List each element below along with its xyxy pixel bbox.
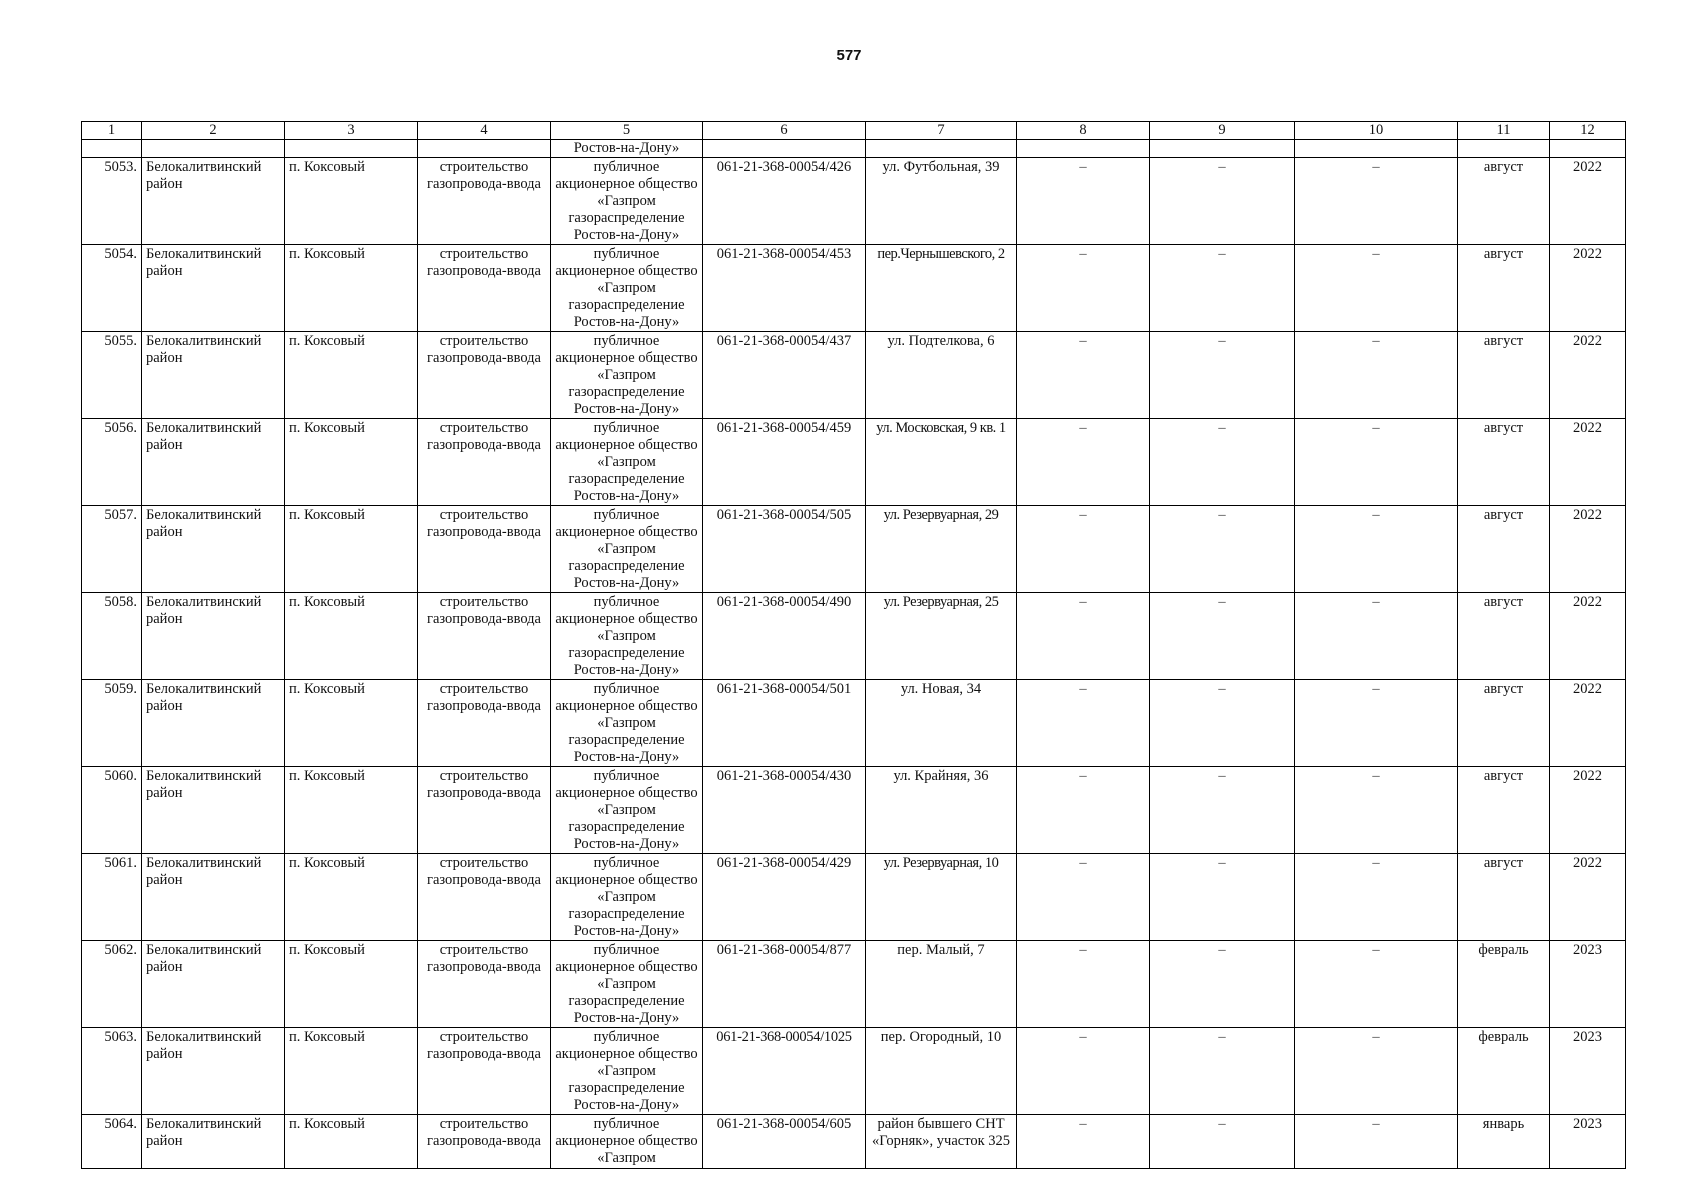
cell-month: август [1458,158,1550,245]
cell-col9: – [1150,941,1295,1028]
cell-year: 2023 [1550,1115,1626,1169]
cell-col10: – [1295,941,1458,1028]
cell-col9: – [1150,245,1295,332]
cell-col10: – [1295,245,1458,332]
cell-month: август [1458,245,1550,332]
cell-district: Белокалитвинский район [142,854,285,941]
cell-district: Белокалитвинский район [142,680,285,767]
cell-empty [142,140,285,158]
cell-organization: публичное акционерное общество «Газпром газораспределение Ростов-на-Дону» [551,332,703,419]
cell-code: 061-21-368-00054/459 [703,419,866,506]
column-header: 10 [1295,122,1458,140]
cell-settlement: п. Коксовый [285,941,418,1028]
cell-code: 061-21-368-00054/501 [703,680,866,767]
cell-address: пер. Малый, 7 [866,941,1017,1028]
column-header: 2 [142,122,285,140]
cell-year: 2022 [1550,854,1626,941]
cell-address: ул. Крайняя, 36 [866,767,1017,854]
continuation-row [82,140,1626,158]
cell-month: январь [1458,1115,1550,1169]
cell-col8: – [1017,506,1150,593]
cell-settlement: п. Коксовый [285,767,418,854]
cell-month: август [1458,419,1550,506]
cell-year: 2022 [1550,419,1626,506]
cell-district: Белокалитвинский район [142,419,285,506]
cell-month: февраль [1458,1028,1550,1115]
cell-col10: – [1295,854,1458,941]
cell-year: 2022 [1550,158,1626,245]
cell-number: 5056. [82,419,142,506]
cell-district: Белокалитвинский район [142,593,285,680]
cell-col10: – [1295,506,1458,593]
cell-col9: – [1150,1115,1295,1169]
cell-work-type: строительство газопровода-ввода [418,1115,551,1169]
cell-organization: публичное акционерное общество «Газпром газораспределение Ростов-на-Дону» [551,158,703,245]
cell-settlement: п. Коксовый [285,332,418,419]
cell-organization: публичное акционерное общество «Газпром газораспределение Ростов-на-Дону» [551,245,703,332]
cell-number: 5061. [82,854,142,941]
cell-col8: – [1017,245,1150,332]
cell-settlement: п. Коксовый [285,419,418,506]
table-row [82,1115,1626,1169]
header-row [82,122,1626,140]
cell-work-type: строительство газопровода-ввода [418,767,551,854]
cell-month: февраль [1458,941,1550,1028]
cell-empty [1017,140,1150,158]
cell-code: 061-21-368-00054/877 [703,941,866,1028]
cell-code: 061-21-368-00054/490 [703,593,866,680]
cell-address: ул. Подтелкова, 6 [866,332,1017,419]
cell-col10: – [1295,158,1458,245]
cell-district: Белокалитвинский район [142,767,285,854]
cell-empty [82,140,142,158]
table-row [82,158,1626,245]
cell-code: 061-21-368-00054/605 [703,1115,866,1169]
cell-code: 061-21-368-00054/429 [703,854,866,941]
cell-month: август [1458,593,1550,680]
cell-col10: – [1295,680,1458,767]
cell-col8: – [1017,332,1150,419]
table-row [82,854,1626,941]
cell-org-continuation: Ростов-на-Дону» [551,140,703,158]
cell-number: 5053. [82,158,142,245]
cell-work-type: строительство газопровода-ввода [418,680,551,767]
cell-col10: – [1295,1028,1458,1115]
cell-col8: – [1017,158,1150,245]
cell-col10: – [1295,332,1458,419]
cell-organization: публичное акционерное общество «Газпром газораспределение Ростов-на-Дону» [551,767,703,854]
cell-work-type: строительство газопровода-ввода [418,941,551,1028]
cell-settlement: п. Коксовый [285,854,418,941]
cell-empty [1295,140,1458,158]
cell-district: Белокалитвинский район [142,245,285,332]
cell-year: 2022 [1550,593,1626,680]
cell-organization: публичное акционерное общество «Газпром газораспределение Ростов-на-Дону» [551,854,703,941]
cell-col10: – [1295,593,1458,680]
cell-year: 2022 [1550,506,1626,593]
column-header: 1 [82,122,142,140]
cell-col10: – [1295,767,1458,854]
cell-month: август [1458,506,1550,593]
cell-year: 2022 [1550,767,1626,854]
cell-number: 5058. [82,593,142,680]
cell-col9: – [1150,158,1295,245]
cell-district: Белокалитвинский район [142,1115,285,1169]
column-header: 6 [703,122,866,140]
cell-district: Белокалитвинский район [142,506,285,593]
cell-number: 5063. [82,1028,142,1115]
table-row [82,419,1626,506]
cell-organization: публичное акционерное общество «Газпром газораспределение Ростов-на-Дону» [551,1028,703,1115]
cell-settlement: п. Коксовый [285,593,418,680]
cell-empty [418,140,551,158]
cell-empty [1550,140,1626,158]
cell-address: ул. Резервуарная, 25 [866,593,1017,680]
cell-year: 2023 [1550,1028,1626,1115]
cell-col8: – [1017,419,1150,506]
cell-number: 5055. [82,332,142,419]
table-row [82,767,1626,854]
cell-year: 2022 [1550,245,1626,332]
cell-month: август [1458,854,1550,941]
registry-table [81,121,1626,1169]
column-header: 5 [551,122,703,140]
cell-settlement: п. Коксовый [285,245,418,332]
cell-code: 061-21-368-00054/430 [703,767,866,854]
cell-col9: – [1150,419,1295,506]
page-number: 577 [836,47,862,64]
table-row [82,245,1626,332]
cell-organization: публичное акционерное общество «Газпром газораспределение Ростов-на-Дону» [551,419,703,506]
cell-number: 5054. [82,245,142,332]
cell-organization: публичное акционерное общество «Газпром газораспределение Ростов-на-Дону» [551,680,703,767]
cell-organization: публичное акционерное общество «Газпром газораспределение Ростов-на-Дону» [551,506,703,593]
cell-year: 2022 [1550,680,1626,767]
cell-col9: – [1150,767,1295,854]
cell-work-type: строительство газопровода-ввода [418,1028,551,1115]
cell-col8: – [1017,680,1150,767]
cell-col8: – [1017,1028,1150,1115]
cell-col8: – [1017,854,1150,941]
cell-col9: – [1150,506,1295,593]
cell-col9: – [1150,593,1295,680]
cell-col9: – [1150,854,1295,941]
table-row [82,941,1626,1028]
cell-number: 5064. [82,1115,142,1169]
cell-district: Белокалитвинский район [142,941,285,1028]
cell-work-type: строительство газопровода-ввода [418,245,551,332]
cell-number: 5060. [82,767,142,854]
table-row [82,680,1626,767]
cell-settlement: п. Коксовый [285,158,418,245]
cell-col8: – [1017,941,1150,1028]
column-header: 8 [1017,122,1150,140]
column-header: 12 [1550,122,1626,140]
cell-number: 5057. [82,506,142,593]
cell-col8: – [1017,767,1150,854]
cell-year: 2023 [1550,941,1626,1028]
table-row [82,506,1626,593]
cell-col9: – [1150,332,1295,419]
table-row [82,1028,1626,1115]
column-header: 11 [1458,122,1550,140]
column-header: 9 [1150,122,1295,140]
cell-work-type: строительство газопровода-ввода [418,332,551,419]
cell-settlement: п. Коксовый [285,1115,418,1169]
table-row [82,332,1626,419]
cell-address: ул. Резервуарная, 10 [866,854,1017,941]
cell-code: 061-21-368-00054/426 [703,158,866,245]
cell-district: Белокалитвинский район [142,332,285,419]
cell-address: ул. Футбольная, 39 [866,158,1017,245]
cell-col8: – [1017,593,1150,680]
cell-organization: публичное акционерное общество «Газпром газораспределение Ростов-на-Дону» [551,941,703,1028]
cell-empty [866,140,1017,158]
cell-col9: – [1150,680,1295,767]
cell-code: 061-21-368-00054/453 [703,245,866,332]
cell-settlement: п. Коксовый [285,506,418,593]
cell-address: ул. Новая, 34 [866,680,1017,767]
cell-code: 061-21-368-00054/1025 [703,1028,866,1115]
cell-col10: – [1295,1115,1458,1169]
cell-district: Белокалитвинский район [142,158,285,245]
cell-empty [1150,140,1295,158]
cell-work-type: строительство газопровода-ввода [418,419,551,506]
cell-month: август [1458,767,1550,854]
cell-col8: – [1017,1115,1150,1169]
cell-settlement: п. Коксовый [285,680,418,767]
cell-number: 5059. [82,680,142,767]
cell-col10: – [1295,419,1458,506]
cell-work-type: строительство газопровода-ввода [418,593,551,680]
cell-address: пер.Чернышевского, 2 [866,245,1017,332]
cell-code: 061-21-368-00054/505 [703,506,866,593]
cell-settlement: п. Коксовый [285,1028,418,1115]
cell-number: 5062. [82,941,142,1028]
cell-organization: публичное акционерное общество «Газпром газораспределение Ростов-на-Дону» [551,593,703,680]
cell-empty [703,140,866,158]
column-header: 7 [866,122,1017,140]
cell-month: август [1458,680,1550,767]
cell-month: август [1458,332,1550,419]
column-header: 4 [418,122,551,140]
cell-code: 061-21-368-00054/437 [703,332,866,419]
cell-district: Белокалитвинский район [142,1028,285,1115]
table-row [82,593,1626,680]
cell-work-type: строительство газопровода-ввода [418,158,551,245]
cell-col9: – [1150,1028,1295,1115]
cell-work-type: строительство газопровода-ввода [418,506,551,593]
cell-year: 2022 [1550,332,1626,419]
cell-work-type: строительство газопровода-ввода [418,854,551,941]
cell-organization: публичное акционерное общество «Газпром [551,1115,703,1169]
cell-empty [1458,140,1550,158]
cell-address: ул. Московская, 9 кв. 1 [866,419,1017,506]
cell-address: район бывшего СНТ «Горняк», участок 325 [866,1115,1017,1169]
cell-address: пер. Огородный, 10 [866,1028,1017,1115]
cell-address: ул. Резервуарная, 29 [866,506,1017,593]
cell-empty [285,140,418,158]
column-header: 3 [285,122,418,140]
